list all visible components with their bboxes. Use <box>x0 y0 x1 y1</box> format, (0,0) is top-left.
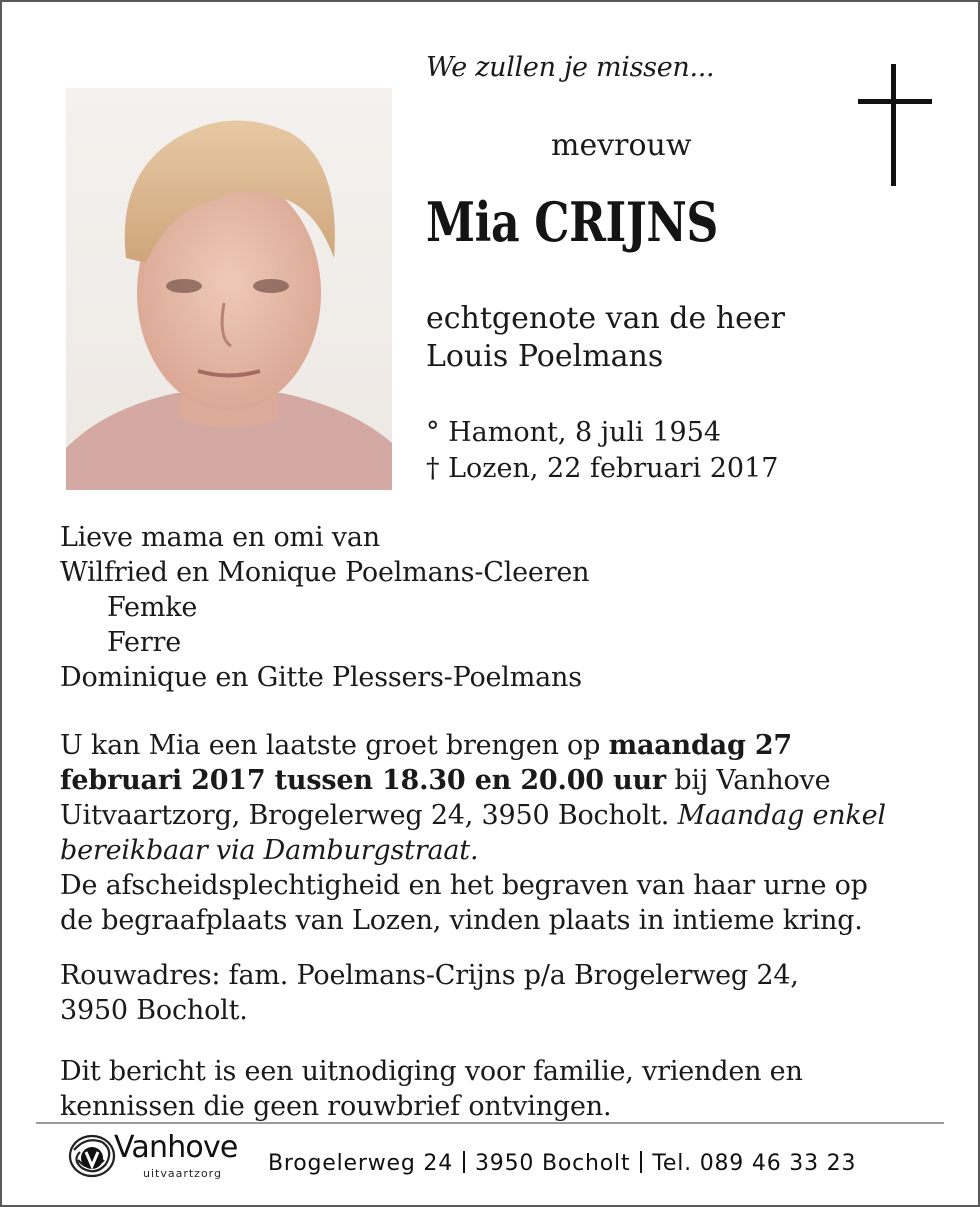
separator <box>640 1151 642 1173</box>
invitation-note <box>60 1054 930 1124</box>
rouwadres <box>60 958 930 1028</box>
visit-line-4 <box>60 833 930 868</box>
family-list <box>60 520 930 695</box>
grandchild: Ferre <box>107 627 182 658</box>
footer-phone: Tel. 089 46 33 23 <box>652 1151 857 1176</box>
footer-street: Brogelerweg 24 <box>268 1151 453 1176</box>
vanhove-logo-icon <box>66 1130 118 1182</box>
deceased-name: Mia CRIJNS <box>426 190 719 254</box>
spouse-line-2: Louis Poelmans <box>426 339 664 374</box>
frame-top <box>0 0 980 2</box>
invitation-line-2: kennissen die geen rouwbrief ontvingen. <box>60 1091 612 1122</box>
brand-subtitle: uitvaartzorg <box>143 1167 222 1180</box>
cross-icon <box>858 64 932 186</box>
footer-city: 3950 Bocholt <box>475 1151 631 1176</box>
footer-address <box>268 1151 856 1176</box>
visit-time-bold: februari 2017 tussen 18.30 en 20.00 uur <box>60 765 666 796</box>
spouse-line-1: echtgenote van de heer <box>426 301 785 336</box>
birth-date: ° Hamont, 8 juli 1954 <box>426 417 722 448</box>
visit-text: bij Vanhove <box>665 765 831 796</box>
footer-divider <box>36 1122 944 1124</box>
invitation-line-1: Dit bericht is een uitnodiging voor familie, vrienden en <box>60 1056 803 1087</box>
grandchild: Femke <box>107 592 198 623</box>
portrait-photo <box>66 88 392 490</box>
brand-name: Vanhove <box>114 1130 238 1165</box>
visit-text: Uitvaartzorg, Brogelerweg 24, 3950 Bocholt. <box>60 800 678 831</box>
spouse-block <box>426 300 785 376</box>
ceremony-line-1: De afscheidsplechtigheid en het begraven van haar urne op <box>60 870 868 901</box>
tagline: We zullen je missen... <box>426 52 715 83</box>
rouwadres-line-1: Rouwadres: fam. Poelmans-Crijns p/a Brogelerweg 24, <box>60 960 799 991</box>
family-line: Wilfried en Monique Poelmans-Cleeren <box>60 557 590 588</box>
death-date: † Lozen, 22 februari 2017 <box>426 453 779 484</box>
dates-block <box>426 415 778 487</box>
family-line: Dominique en Gitte Plessers-Poelmans <box>60 662 582 693</box>
separator <box>463 1151 465 1173</box>
visit-line-1 <box>60 728 930 763</box>
family-intro: Lieve mama en omi van <box>60 522 380 553</box>
visitation-paragraph <box>60 728 930 938</box>
visit-note-italic: Maandag enkel <box>677 800 886 831</box>
honorific: mevrouw <box>551 128 692 163</box>
visit-line-2 <box>60 763 930 798</box>
visit-date-bold: maandag 27 <box>608 730 792 761</box>
frame-left <box>0 0 2 1207</box>
visit-line-3 <box>60 798 930 833</box>
rouwadres-line-2: 3950 Bocholt. <box>60 995 248 1026</box>
visit-note-italic: bereikbaar via Damburgstraat. <box>60 835 479 866</box>
visit-text: U kan Mia een laatste groet brengen op <box>60 730 609 761</box>
ceremony-line-2: de begraafplaats van Lozen, vinden plaats in intieme kring. <box>60 905 863 936</box>
